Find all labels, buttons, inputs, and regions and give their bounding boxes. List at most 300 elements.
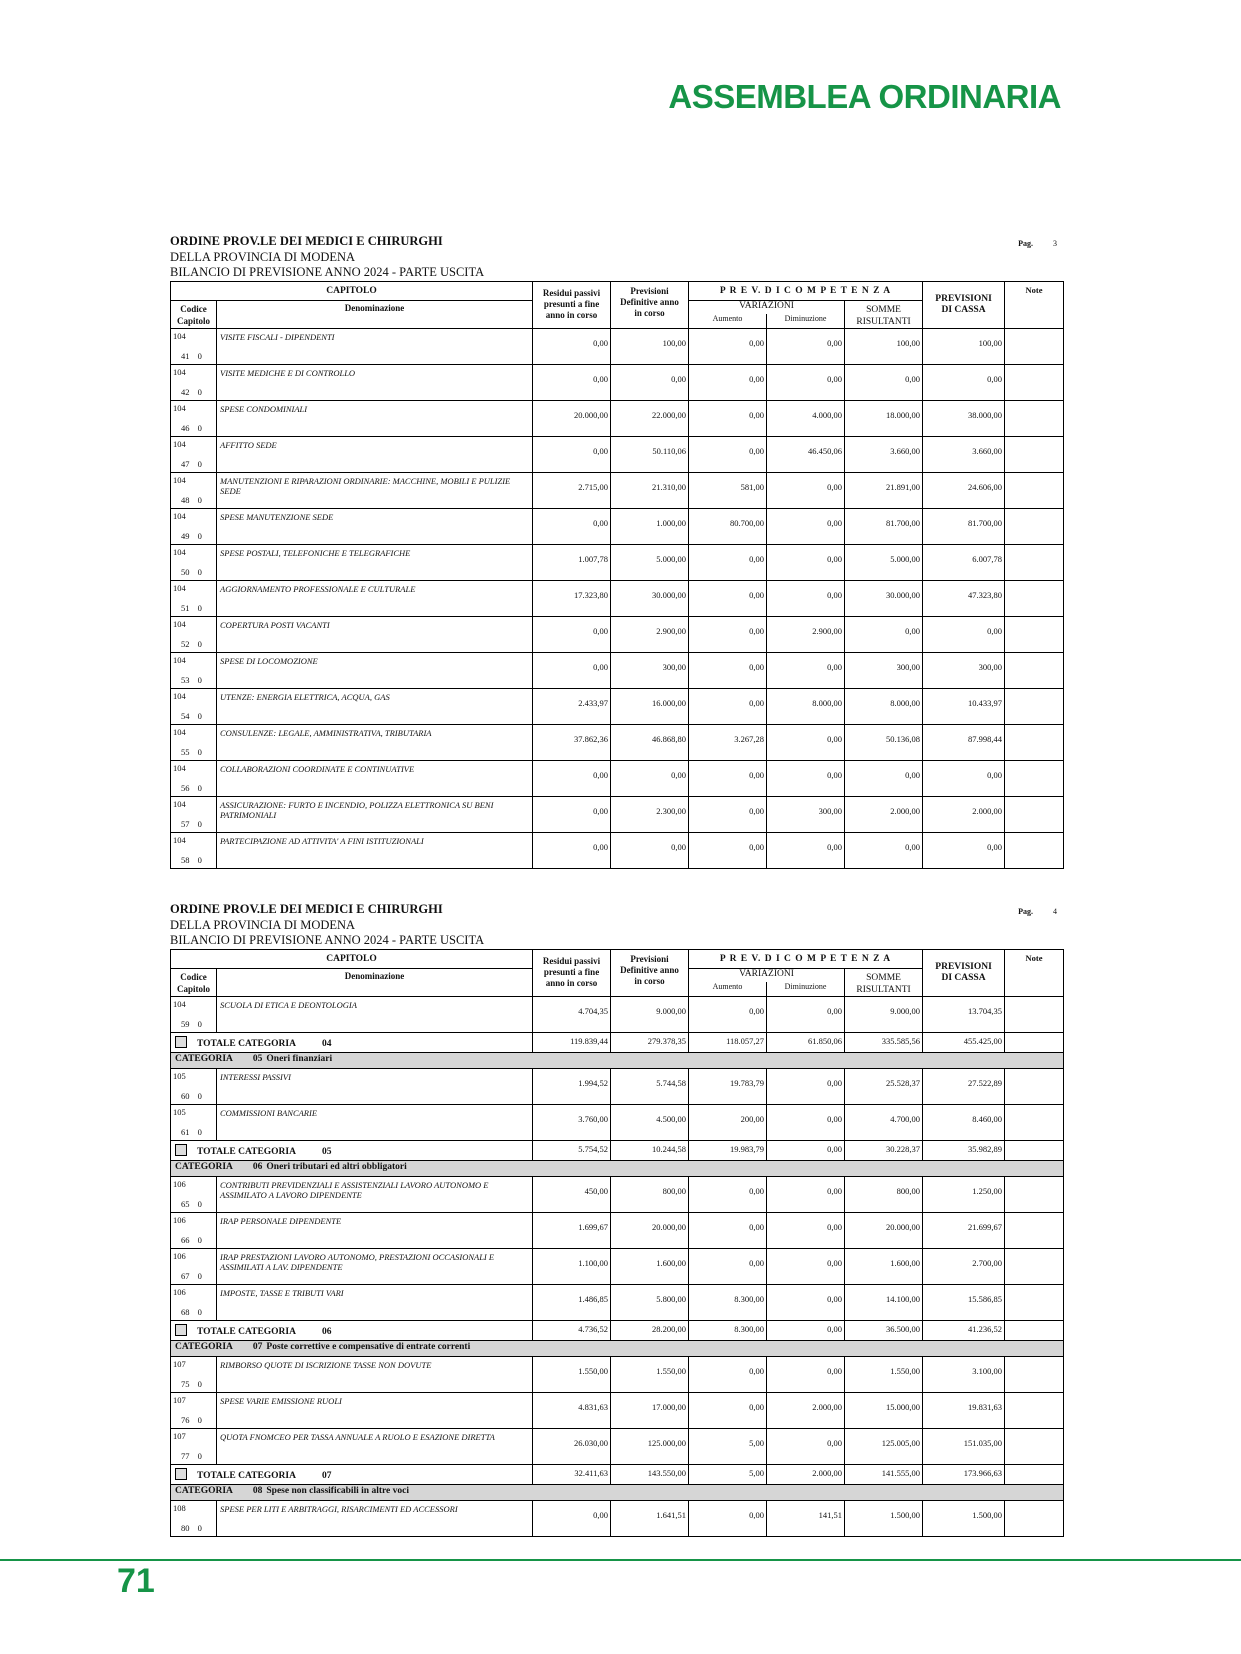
table-row <box>171 760 1064 796</box>
chapter-description: AFFITTO SEDE <box>220 439 277 450</box>
previsioni-cell: 9.000,00 <box>611 996 689 1032</box>
diminuzione-cell: 2.000,00 <box>767 1392 845 1428</box>
code-cell <box>171 1284 217 1320</box>
category-total-row <box>171 1464 1064 1484</box>
category-name: Spese non classificabili in altre voci <box>266 1485 409 1496</box>
code-cell <box>171 760 217 796</box>
aumento-cell: 0,00 <box>689 364 767 400</box>
chapter-subcode: 61 0 <box>181 1126 202 1137</box>
description-cell <box>217 652 533 688</box>
cassa-cell: 19.831,63 <box>923 1392 1005 1428</box>
cassa-cell: 24.606,00 <box>923 472 1005 508</box>
table-row <box>171 1212 1064 1248</box>
somme-cell: 3.660,00 <box>845 436 923 472</box>
description-cell <box>217 544 533 580</box>
chapter-description: RIMBORSO QUOTE DI ISCRIZIONE TASSE NON DOVUTE <box>220 1359 432 1370</box>
note-cell <box>1005 400 1064 436</box>
category-number: 05 <box>252 1053 263 1064</box>
code-cell <box>171 1212 217 1248</box>
code-cell <box>171 996 217 1032</box>
diminuzione-cell: 0,00 <box>767 472 845 508</box>
note-cell <box>1005 1176 1064 1212</box>
note-cell <box>1005 688 1064 724</box>
chapter-subcode: 77 0 <box>181 1450 202 1461</box>
budget-table <box>170 281 1064 869</box>
note-cell <box>1005 1032 1064 1052</box>
codice-header: Codice <box>180 971 207 982</box>
category-name: Oneri finanziari <box>266 1053 333 1064</box>
previsioni-cell: 50.110,06 <box>611 436 689 472</box>
description-cell <box>217 1284 533 1320</box>
table-row <box>171 400 1064 436</box>
somme-cell: 9.000,00 <box>845 996 923 1032</box>
chapter-subcode: 49 0 <box>181 530 202 541</box>
section-header <box>170 902 1063 949</box>
total-cassa-cell: 41.236,52 <box>923 1320 1005 1340</box>
residui-cell: 450,00 <box>533 1176 611 1212</box>
table-row <box>171 544 1064 580</box>
table-row <box>171 616 1064 652</box>
code-cell <box>171 1104 217 1140</box>
table-row <box>171 1104 1064 1140</box>
page-ref-label: Pag. <box>1018 239 1033 248</box>
note-cell <box>1005 1284 1064 1320</box>
previsioni-cell: 17.000,00 <box>611 1392 689 1428</box>
note-cell <box>1005 1464 1064 1484</box>
category-row <box>171 1160 1064 1176</box>
chapter-description: SPESE POSTALI, TELEFONICHE E TELEGRAFICHE <box>220 547 411 558</box>
somme-cell: 8.000,00 <box>845 688 923 724</box>
cassa-cell: 13.704,35 <box>923 996 1005 1032</box>
total-label: TOTALE CATEGORIA <box>197 1038 296 1049</box>
residui-cell: 2.715,00 <box>533 472 611 508</box>
diminuzione-header: Diminuzione <box>784 314 827 323</box>
previsioni-cell: 125.000,00 <box>611 1428 689 1464</box>
diminuzione-cell: 0,00 <box>767 832 845 868</box>
code-cell <box>171 724 217 760</box>
category-number: 07 <box>252 1341 263 1352</box>
aumento-cell: 200,00 <box>689 1104 767 1140</box>
table-row <box>171 688 1064 724</box>
residui-header: presunti a fine <box>543 298 600 309</box>
chapter-description: COLLABORAZIONI COORDINATE E CONTINUATIVE <box>220 763 415 774</box>
previsioni-cell: 22.000,00 <box>611 400 689 436</box>
table-row <box>171 1068 1064 1104</box>
note-cell <box>1005 1248 1064 1284</box>
category-row <box>171 1484 1064 1500</box>
somme-cell: 0,00 <box>845 616 923 652</box>
diminuzione-cell: 0,00 <box>767 1068 845 1104</box>
cassa-cell: 100,00 <box>923 328 1005 364</box>
cassa-cell: 3.660,00 <box>923 436 1005 472</box>
diminuzione-cell: 0,00 <box>767 544 845 580</box>
table-row <box>171 472 1064 508</box>
previsioni-header: Definitive anno <box>620 964 679 975</box>
chapter-code: 104 <box>173 798 186 809</box>
total-label: TOTALE CATEGORIA <box>197 1146 296 1157</box>
chapter-code: 107 <box>173 1394 186 1405</box>
category-total-row <box>171 1140 1064 1160</box>
table-row <box>171 996 1064 1032</box>
chapter-code: 104 <box>173 998 186 1009</box>
description-cell <box>217 996 533 1032</box>
aumento-cell: 0,00 <box>689 1500 767 1536</box>
chapter-code: 104 <box>173 402 186 413</box>
previsioni-cell: 1.641,51 <box>611 1500 689 1536</box>
diminuzione-cell: 4.000,00 <box>767 400 845 436</box>
competenza-header-cell <box>689 281 923 300</box>
somme-cell: 0,00 <box>845 364 923 400</box>
diminuzione-cell: 0,00 <box>767 364 845 400</box>
chapter-subcode: 52 0 <box>181 638 202 649</box>
chapter-description: SPESE VARIE EMISSIONE RUOLI <box>220 1395 342 1406</box>
description-cell <box>217 796 533 832</box>
codice-header: Codice <box>180 303 207 314</box>
diminuzione-cell: 0,00 <box>767 1428 845 1464</box>
note-cell <box>1005 1392 1064 1428</box>
total-category-number: 05 <box>321 1146 332 1157</box>
somme-cell: 0,00 <box>845 832 923 868</box>
chapter-subcode: 48 0 <box>181 494 202 505</box>
cassa-cell: 2.700,00 <box>923 1248 1005 1284</box>
chapter-subcode: 51 0 <box>181 602 202 613</box>
total-aumento-cell: 19.983,79 <box>689 1140 767 1160</box>
aumento-cell: 80.700,00 <box>689 508 767 544</box>
somme-cell: 1.500,00 <box>845 1500 923 1536</box>
total-label-cell <box>171 1464 533 1484</box>
description-cell <box>217 1248 533 1284</box>
budget-subtitle: BILANCIO DI PREVISIONE ANNO 2024 - PARTE USCITA <box>170 933 485 947</box>
chapter-subcode: 50 0 <box>181 566 202 577</box>
note-cell <box>1005 328 1064 364</box>
total-label: TOTALE CATEGORIA <box>197 1326 296 1337</box>
table-row <box>171 1428 1064 1464</box>
somme-cell: 30.000,00 <box>845 580 923 616</box>
previsioni-cell: 300,00 <box>611 652 689 688</box>
somme-header: SOMME <box>866 304 901 315</box>
code-cell <box>171 1248 217 1284</box>
description-cell <box>217 364 533 400</box>
somme-header: SOMME <box>866 972 901 983</box>
table-row <box>171 796 1064 832</box>
somme-cell: 2.000,00 <box>845 796 923 832</box>
description-cell <box>217 616 533 652</box>
chapter-code: 104 <box>173 762 186 773</box>
chapter-subcode: 42 0 <box>181 386 202 397</box>
capitolo-header: CAPITOLO <box>326 285 377 296</box>
denominazione-header: Denominazione <box>344 970 405 981</box>
aumento-cell: 0,00 <box>689 616 767 652</box>
residui-cell: 3.760,00 <box>533 1104 611 1140</box>
chapter-description: SPESE DI LOCOMOZIONE <box>220 655 318 666</box>
residui-cell: 0,00 <box>533 760 611 796</box>
aumento-header: Aumento <box>712 982 743 991</box>
aumento-cell: 0,00 <box>689 1356 767 1392</box>
residui-cell: 0,00 <box>533 364 611 400</box>
description-cell <box>217 1356 533 1392</box>
chapter-subcode: 55 0 <box>181 746 202 757</box>
note-cell <box>1005 364 1064 400</box>
chapter-description: COPERTURA POSTI VACANTI <box>220 619 330 630</box>
competenza-header-cell <box>689 949 923 968</box>
note-header: Note <box>1025 952 1043 963</box>
somme-cell: 1.550,00 <box>845 1356 923 1392</box>
total-diminuzione-cell: 2.000,00 <box>767 1464 845 1484</box>
total-category-number: 06 <box>321 1326 332 1337</box>
somme-cell: 800,00 <box>845 1176 923 1212</box>
note-cell <box>1005 1356 1064 1392</box>
total-aumento-cell: 118.057,27 <box>689 1032 767 1052</box>
aumento-cell: 5,00 <box>689 1428 767 1464</box>
page-ref-number: 4 <box>1053 907 1057 916</box>
previsioni-header: Previsioni <box>630 953 669 964</box>
description-cell <box>217 724 533 760</box>
total-residui-cell: 32.411,63 <box>533 1464 611 1484</box>
description-cell <box>217 580 533 616</box>
note-cell <box>1005 1140 1064 1160</box>
total-diminuzione-cell: 0,00 <box>767 1320 845 1340</box>
chapter-code: 104 <box>173 654 186 665</box>
chapter-code: 104 <box>173 474 186 485</box>
note-header: Note <box>1025 284 1043 295</box>
note-cell <box>1005 1104 1064 1140</box>
previsioni-cell: 46.868,80 <box>611 724 689 760</box>
previsioni-cell: 5.800,00 <box>611 1284 689 1320</box>
chapter-subcode: 56 0 <box>181 782 202 793</box>
diminuzione-cell: 300,00 <box>767 796 845 832</box>
residui-cell: 2.433,97 <box>533 688 611 724</box>
diminuzione-cell: 0,00 <box>767 1284 845 1320</box>
diminuzione-cell: 0,00 <box>767 1104 845 1140</box>
table-row <box>171 652 1064 688</box>
chapter-description: AGGIORNAMENTO PROFESSIONALE E CULTURALE <box>220 583 416 594</box>
previsioni-cell: 100,00 <box>611 328 689 364</box>
description-cell <box>217 328 533 364</box>
description-cell <box>217 1500 533 1536</box>
chapter-description: CONSULENZE: LEGALE, AMMINISTRATIVA, TRIBUTARIA <box>220 727 432 738</box>
cassa-cell: 0,00 <box>923 832 1005 868</box>
aumento-cell: 0,00 <box>689 400 767 436</box>
province-line: DELLA PROVINCIA DI MODENA <box>170 917 356 932</box>
code-cell <box>171 1068 217 1104</box>
chapter-subcode: 59 0 <box>181 1018 202 1029</box>
code-cell <box>171 832 217 868</box>
table-row <box>171 508 1064 544</box>
chapter-subcode: 47 0 <box>181 458 202 469</box>
province-line: DELLA PROVINCIA DI MODENA <box>170 249 356 264</box>
table-header-row <box>171 949 1064 968</box>
diminuzione-header: Diminuzione <box>784 982 827 991</box>
note-cell <box>1005 544 1064 580</box>
somme-cell: 25.528,37 <box>845 1068 923 1104</box>
residui-header: Residui passivi <box>542 287 601 298</box>
cassa-cell: 0,00 <box>923 616 1005 652</box>
category-label: CATEGORIA <box>175 1341 233 1352</box>
residui-cell: 1.994,52 <box>533 1068 611 1104</box>
residui-cell: 1.486,85 <box>533 1284 611 1320</box>
description-cell <box>217 1068 533 1104</box>
total-previsioni-cell: 28.200,00 <box>611 1320 689 1340</box>
description-cell <box>217 400 533 436</box>
aumento-cell: 3.267,28 <box>689 724 767 760</box>
chapter-subcode: 76 0 <box>181 1414 202 1425</box>
code-cell <box>171 364 217 400</box>
total-label-cell <box>171 1320 533 1340</box>
chapter-description: MANUTENZIONI E RIPARAZIONI ORDINARIE: MACCHINE, MOBILI E PULIZIE SEDE <box>220 475 511 496</box>
residui-cell: 0,00 <box>533 508 611 544</box>
aumento-cell: 581,00 <box>689 472 767 508</box>
code-cell <box>171 616 217 652</box>
section-header <box>170 234 1063 281</box>
organization-name: ORDINE PROV.LE DEI MEDICI E CHIRURGHI <box>170 902 443 916</box>
table-row <box>171 1500 1064 1536</box>
variazioni-header: VARIAZIONI <box>739 968 794 979</box>
chapter-subcode: 58 0 <box>181 854 202 865</box>
cassa-cell: 47.323,80 <box>923 580 1005 616</box>
diminuzione-cell: 0,00 <box>767 1356 845 1392</box>
chapter-description: IRAP PERSONALE DIPENDENTE <box>220 1215 342 1226</box>
total-somme-cell: 141.555,00 <box>845 1464 923 1484</box>
diminuzione-cell: 0,00 <box>767 508 845 544</box>
diminuzione-cell: 46.450,06 <box>767 436 845 472</box>
total-somme-cell: 36.500,00 <box>845 1320 923 1340</box>
prev-competenza-header: P R E V. D I C O M P E T E N Z A <box>719 953 892 964</box>
previsioni-header: in corso <box>634 975 665 986</box>
category-number: 06 <box>252 1161 263 1172</box>
chapter-code: 107 <box>173 1430 186 1441</box>
aumento-cell: 0,00 <box>689 1212 767 1248</box>
capitolo-sub-header: Capitolo <box>176 315 210 326</box>
somme-cell: 20.000,00 <box>845 1212 923 1248</box>
aumento-cell: 19.783,79 <box>689 1068 767 1104</box>
capitolo-sub-header: Capitolo <box>176 983 210 994</box>
chapter-code: 104 <box>173 582 186 593</box>
previsioni-cell: 2.300,00 <box>611 796 689 832</box>
page-title: ASSEMBLEA ORDINARIA <box>668 78 1061 115</box>
page-ref <box>1018 236 1057 252</box>
total-aumento-cell: 8.300,00 <box>689 1320 767 1340</box>
previsioni-cell: 20.000,00 <box>611 1212 689 1248</box>
aumento-cell: 0,00 <box>689 1392 767 1428</box>
aumento-cell: 0,00 <box>689 328 767 364</box>
aumento-cell: 0,00 <box>689 688 767 724</box>
category-label: CATEGORIA <box>175 1053 233 1064</box>
chapter-description: SPESE PER LITI E ARBITRAGGI, RISARCIMENTI ED ACCESSORI <box>220 1503 458 1514</box>
total-residui-cell: 4.736,52 <box>533 1320 611 1340</box>
note-cell <box>1005 796 1064 832</box>
table-row <box>171 832 1064 868</box>
total-category-number: 07 <box>321 1470 332 1481</box>
code-cell <box>171 1392 217 1428</box>
chapter-subcode: 67 0 <box>181 1270 202 1281</box>
total-diminuzione-cell: 0,00 <box>767 1140 845 1160</box>
somme-cell: 1.600,00 <box>845 1248 923 1284</box>
previsioni-header: Previsioni <box>630 285 669 296</box>
cassa-cell: 1.500,00 <box>923 1500 1005 1536</box>
chapter-subcode: 57 0 <box>181 818 202 829</box>
residui-cell: 4.704,35 <box>533 996 611 1032</box>
previsioni-header: in corso <box>634 307 665 318</box>
aumento-cell: 0,00 <box>689 1176 767 1212</box>
total-somme-cell: 30.228,37 <box>845 1140 923 1160</box>
table-row <box>171 1356 1064 1392</box>
page-number: 71 <box>117 1562 155 1600</box>
diminuzione-cell: 0,00 <box>767 996 845 1032</box>
residui-header: presunti a fine <box>543 966 600 977</box>
previsioni-cell: 4.500,00 <box>611 1104 689 1140</box>
description-cell <box>217 472 533 508</box>
note-cell <box>1005 580 1064 616</box>
residui-cell: 0,00 <box>533 832 611 868</box>
total-residui-cell: 119.839,44 <box>533 1032 611 1052</box>
category-cell <box>171 1160 1064 1176</box>
note-cell <box>1005 724 1064 760</box>
chapter-subcode: 80 0 <box>181 1522 202 1533</box>
aumento-cell: 0,00 <box>689 996 767 1032</box>
diminuzione-cell: 0,00 <box>767 1248 845 1284</box>
cassa-cell: 151.035,00 <box>923 1428 1005 1464</box>
chapter-code: 108 <box>173 1502 186 1513</box>
category-label: CATEGORIA <box>175 1485 233 1496</box>
residui-cell: 26.030,00 <box>533 1428 611 1464</box>
previsioni-cell: 800,00 <box>611 1176 689 1212</box>
category-row <box>171 1340 1064 1356</box>
diminuzione-cell: 0,00 <box>767 580 845 616</box>
cassa-header: DI CASSA <box>941 304 986 315</box>
note-cell <box>1005 472 1064 508</box>
diminuzione-cell: 0,00 <box>767 760 845 796</box>
code-cell <box>171 1500 217 1536</box>
residui-cell: 0,00 <box>533 796 611 832</box>
note-cell <box>1005 652 1064 688</box>
previsioni-cell: 0,00 <box>611 760 689 796</box>
chapter-code: 104 <box>173 618 186 629</box>
chapter-code: 104 <box>173 834 186 845</box>
description-cell <box>217 760 533 796</box>
code-cell <box>171 580 217 616</box>
previsioni-cell: 16.000,00 <box>611 688 689 724</box>
diminuzione-cell: 8.000,00 <box>767 688 845 724</box>
residui-cell: 0,00 <box>533 616 611 652</box>
aumento-header: Aumento <box>712 314 743 323</box>
chapter-subcode: 46 0 <box>181 422 202 433</box>
page-ref <box>1018 904 1057 920</box>
budget-section-page-4 <box>170 902 1063 1537</box>
residui-header: anno in corso <box>545 977 598 988</box>
chapter-subcode: 41 0 <box>181 350 202 361</box>
checkbox-icon <box>175 1144 187 1156</box>
diminuzione-cell: 0,00 <box>767 1176 845 1212</box>
capitolo-header: CAPITOLO <box>326 953 377 964</box>
diminuzione-cell: 0,00 <box>767 1212 845 1248</box>
somme-cell: 125.005,00 <box>845 1428 923 1464</box>
chapter-code: 104 <box>173 366 186 377</box>
checkbox-icon <box>175 1324 187 1336</box>
note-cell <box>1005 1320 1064 1340</box>
residui-cell: 1.007,78 <box>533 544 611 580</box>
chapter-code: 104 <box>173 438 186 449</box>
diminuzione-cell: 0,00 <box>767 328 845 364</box>
chapter-code: 107 <box>173 1358 186 1369</box>
somme-cell: 300,00 <box>845 652 923 688</box>
total-label-cell <box>171 1032 533 1052</box>
code-cell <box>171 400 217 436</box>
chapter-description: VISITE MEDICHE E DI CONTROLLO <box>220 367 356 378</box>
cassa-cell: 1.250,00 <box>923 1176 1005 1212</box>
code-cell <box>171 1176 217 1212</box>
cassa-header: DI CASSA <box>941 972 986 983</box>
total-label-cell <box>171 1140 533 1160</box>
